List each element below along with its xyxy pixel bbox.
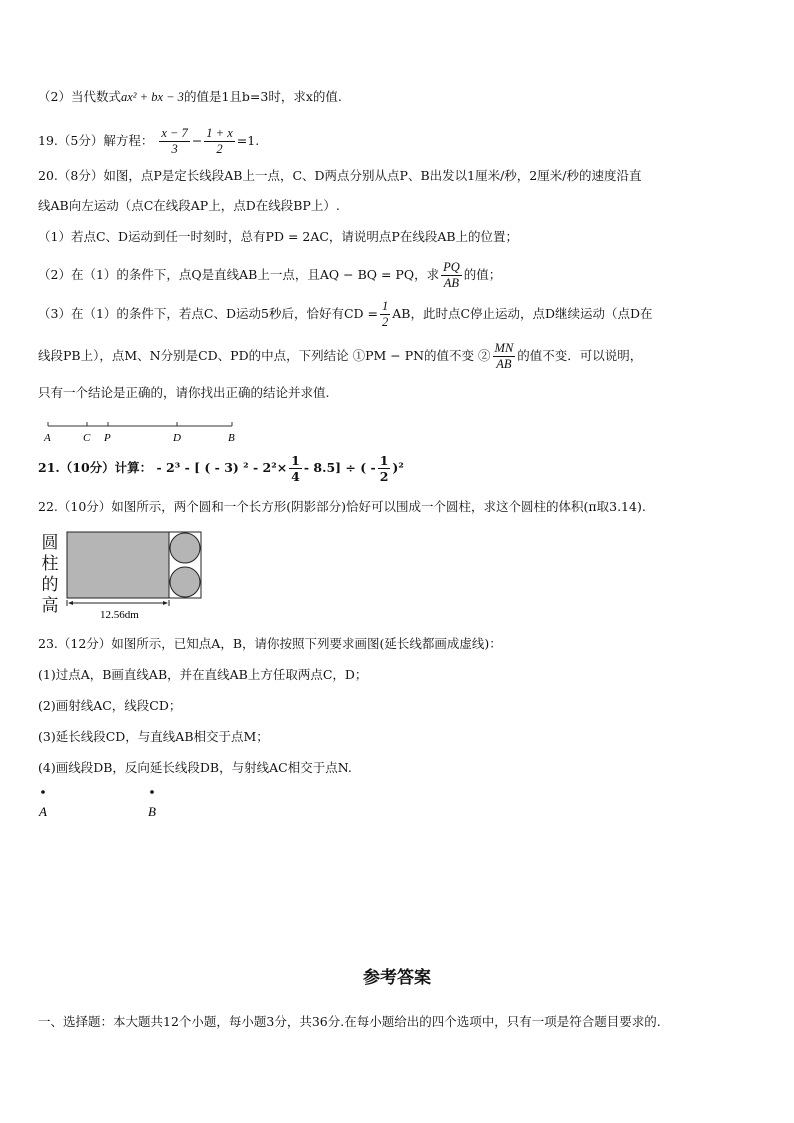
question-21: [38, 451, 404, 485]
answer-section-1: 一、选择题：本大题共12个小题，每小题3分，共36分.在每小题给出的四个选项中，只有一项是符合题目要求的.: [38, 1014, 661, 1029]
point-b-dot: [150, 790, 154, 794]
cylinder-height-label: [40, 533, 60, 617]
q20-line-7: 只有一个结论是正确的，请你找出正确的结论并求值.: [38, 385, 330, 400]
answer-title: 参考答案: [363, 968, 431, 988]
q21-fraction-half: [378, 453, 391, 484]
question-19: [38, 124, 259, 158]
q20-segment-diagram: [38, 418, 248, 446]
q19-minus: −: [191, 133, 203, 148]
q20-line5-a: （3）在（1）的条件下，若点C、D运动5秒后，恰好有CD =: [38, 306, 378, 321]
q20-f-pq: PQ: [443, 260, 460, 274]
q23-points-diagram: [36, 786, 176, 822]
cylinder-label-char-2: 柱: [41, 554, 59, 574]
point-b-label: B: [148, 804, 156, 819]
point-label-b: B: [228, 432, 235, 444]
top-circle: [170, 533, 200, 563]
point-label-c: C: [83, 432, 91, 444]
q20-f-two: 2: [381, 315, 389, 329]
cylinder-label-char-4: 高: [41, 596, 59, 616]
length-label: 12.56dm: [100, 609, 139, 621]
point-label-a: A: [44, 432, 51, 444]
q20-line-5: [38, 297, 653, 331]
q19-fraction-1: [159, 126, 189, 157]
q19-fraction-2: [204, 126, 234, 157]
q21-head: 21.（10分）计算：: [38, 460, 153, 475]
q20-fraction-pq-ab: [441, 260, 462, 291]
cylinder-label-char-3: 的: [41, 575, 59, 595]
q21-expr-a: - 2³ - [ ( - 3) ² - 2²×: [156, 460, 288, 475]
q20-line5-b: AB，此时点C停止运动，点D继续运动（点D在: [392, 306, 653, 321]
point-label-p: P: [104, 432, 111, 444]
point-a-dot: [41, 790, 45, 794]
q20-f-ab: AB: [443, 276, 460, 290]
q21-f2-num: 1: [379, 453, 389, 468]
q23-item-3: (3)延长线段CD，与直线AB相交于点M；: [38, 729, 269, 744]
q23-item-2: (2)画射线AC，线段CD；: [38, 698, 182, 713]
q20-line6-a: 线段PB上），点M、N分别是CD、PD的中点，下列结论 ①PM − PN的值不变 ②: [38, 348, 491, 363]
q21-expr-c: )²: [392, 460, 404, 475]
q21-expr-b: - 8.5] ÷ ( -: [303, 460, 376, 475]
bottom-circle: [170, 567, 200, 597]
q19-head: 19.（5分）解方程：: [38, 133, 154, 148]
q20-line6-b: 的值不变．可以说明，: [517, 348, 643, 363]
q21-f1-num: 1: [291, 453, 300, 468]
q18-prefix: （2）当代数式: [38, 89, 121, 104]
q23-text: 23.（12分）如图所示，已知点A，B，请你按照下列要求画图(延长线都画成虚线)：: [38, 636, 502, 651]
q20-line4-a: （2）在（1）的条件下，点Q是直线AB上一点，且AQ − BQ = PQ，求: [38, 267, 440, 282]
q21-f1-den: 4: [291, 469, 300, 484]
q18-expression: ax² + bx − 3: [120, 90, 184, 104]
q20-line-1: 20.（8分）如图，点P是定长线段AB上一点，C、D两点分别从点P、B出发以1厘米/秒，2厘米/秒的速度沿直: [38, 168, 642, 183]
q20-line-4: [38, 258, 501, 292]
q19-f2-numerator: 1 + x: [206, 126, 233, 140]
point-label-d: D: [173, 432, 181, 444]
q19-f1-denominator: 3: [171, 142, 178, 156]
q20-line4-b: 的值；: [463, 267, 502, 282]
question-18-part-2: [38, 88, 342, 106]
q22-text: 22.（10分）如图所示，两个圆和一个长方形(阴影部分)恰好可以围成一个圆柱，求这个圆柱的体积(π取3.14).: [38, 499, 646, 514]
q20-f-one: 1: [381, 299, 389, 313]
q23-item-1: (1)过点A，B画直线AB，并在直线AB上方任取两点C，D；: [38, 667, 368, 682]
q23-item-4: (4)画线段DB，反向延长线段DB，与射线AC相交于点N.: [38, 760, 352, 775]
q20-line-2: 线AB向左运动（点C在线段AP上，点D在线段BP上）.: [38, 198, 340, 213]
shaded-rectangle: [67, 532, 169, 598]
point-a-label: A: [39, 804, 47, 819]
q20-f-ab-2: AB: [496, 357, 512, 371]
q19-f1-numerator: x − 7: [161, 126, 188, 140]
q20-fraction-mn-ab: [493, 341, 516, 372]
q20-line-6: [38, 339, 642, 373]
q21-fraction-quarter: [289, 453, 302, 484]
q20-fraction-half: [380, 299, 390, 330]
q19-tail: =1.: [236, 133, 260, 148]
q18-suffix: 的值是1且b=3时，求x的值.: [183, 89, 342, 104]
q22-cylinder-net-diagram: [62, 530, 204, 622]
q19-f2-denominator: 2: [216, 142, 223, 156]
q20-f-mn: MN: [494, 341, 514, 355]
q20-line-3: （1）若点C、D运动到任一时刻时，总有PD = 2AC，请说明点P在线段AB上的位置；: [38, 229, 519, 244]
cylinder-label-char-1: 圆: [41, 533, 59, 553]
q21-f2-den: 2: [379, 469, 389, 484]
